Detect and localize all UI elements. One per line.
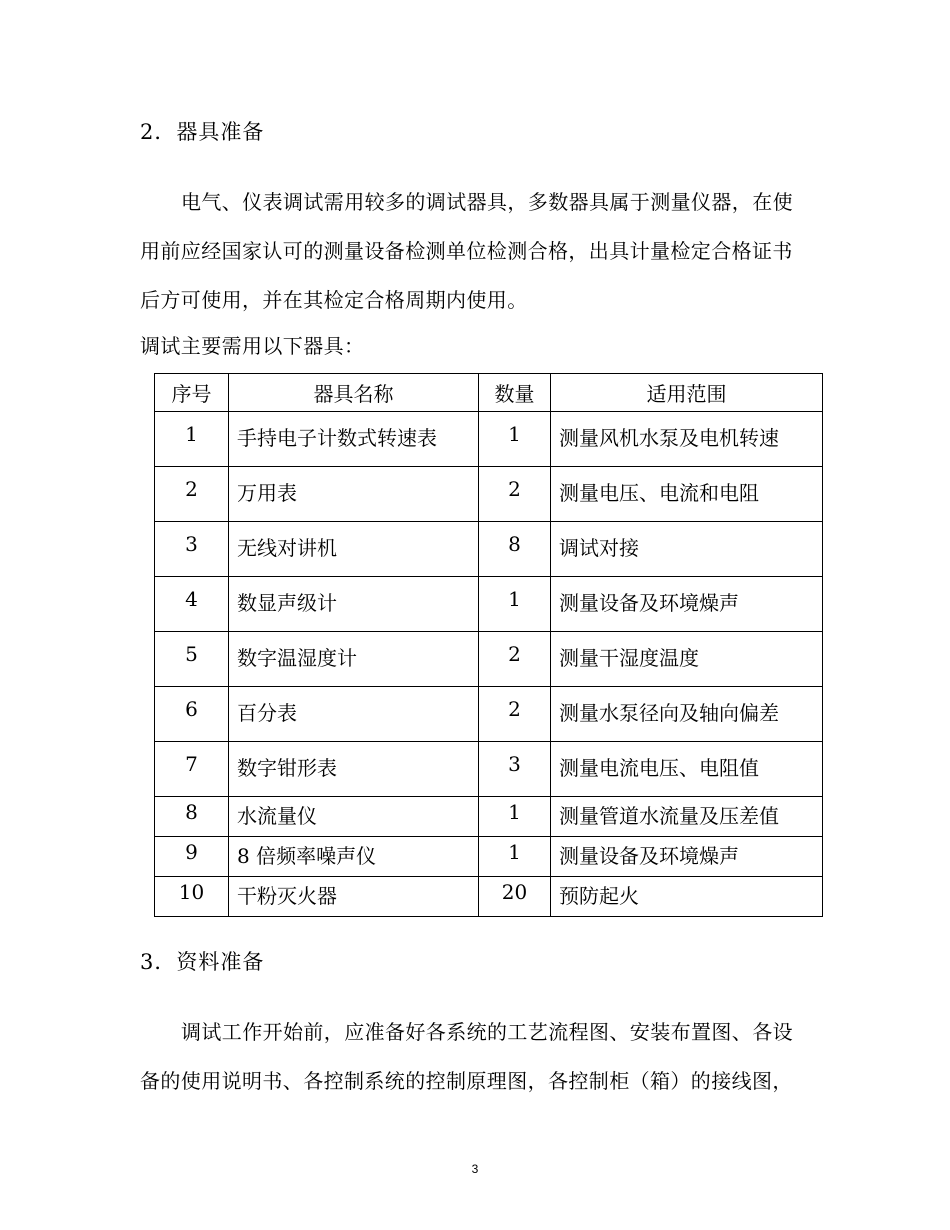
cell-qty: 1 — [508, 800, 521, 824]
cell-scope: 测量管道水流量及压差值 — [559, 804, 779, 828]
cell-qty: 8 — [508, 532, 521, 556]
paragraph-line: 备的使用说明书、各控制系统的控制原理图，各控制柜（箱）的接线图， — [140, 1069, 793, 1093]
cell-qty: 3 — [508, 752, 521, 776]
cell-qty: 1 — [508, 587, 521, 611]
cell-scope: 预防起火 — [559, 884, 639, 908]
cell-scope: 测量电压、电流和电阻 — [559, 481, 759, 505]
paragraph-line: 电气、仪表调试需用较多的调试器具，多数器具属于测量仪器，在使 — [181, 190, 793, 214]
table-intro-text: 调试主要需用以下器具： — [140, 334, 365, 358]
table-row — [155, 877, 823, 917]
header-no: 序号 — [155, 374, 229, 412]
table-row — [155, 632, 823, 687]
table-header-row — [155, 374, 823, 412]
cell-qty: 2 — [508, 477, 521, 501]
table-row — [155, 522, 823, 577]
tools-table — [154, 373, 823, 917]
section-heading-tools: 2．器具准备 — [140, 120, 265, 144]
cell-name: 手持电子计数式转速表 — [237, 426, 437, 450]
cell-scope: 测量水泵径向及轴向偏差 — [559, 701, 779, 725]
cell-no: 7 — [185, 752, 198, 776]
cell-scope: 测量设备及环境燥声 — [559, 844, 739, 868]
cell-name: 万用表 — [237, 481, 297, 505]
header-name: 器具名称 — [229, 374, 479, 412]
cell-scope: 测量电流电压、电阻值 — [559, 756, 759, 780]
documents-paragraph — [140, 1008, 840, 1106]
table-row — [155, 687, 823, 742]
paragraph-line: 后方可使用，并在其检定合格周期内使用。 — [140, 288, 528, 312]
cell-no: 1 — [185, 422, 198, 446]
cell-name: 无线对讲机 — [237, 536, 337, 560]
cell-name: 干粉灭火器 — [237, 884, 337, 908]
cell-no: 10 — [178, 880, 205, 904]
cell-scope: 调试对接 — [559, 536, 639, 560]
page-number: 3 — [471, 1162, 479, 1176]
table-row — [155, 797, 823, 837]
cell-name: 8 倍频率噪声仪 — [237, 844, 377, 868]
paragraph-line: 调试工作开始前，应准备好各系统的工艺流程图、安装布置图、各设 — [181, 1020, 793, 1044]
cell-no: 8 — [185, 800, 198, 824]
table-row — [155, 412, 823, 467]
cell-qty: 2 — [508, 697, 521, 721]
cell-qty: 2 — [508, 642, 521, 666]
cell-no: 6 — [185, 697, 198, 721]
cell-no: 9 — [185, 840, 198, 864]
paragraph-line: 用前应经国家认可的测量设备检测单位检测合格，出具计量检定合格证书 — [140, 239, 793, 263]
header-scope: 适用范围 — [551, 374, 823, 412]
table-row — [155, 467, 823, 522]
table-row — [155, 837, 823, 877]
cell-no: 4 — [185, 587, 198, 611]
cell-name: 数字温湿度计 — [237, 646, 357, 670]
cell-name: 数显声级计 — [237, 591, 337, 615]
tools-paragraph — [140, 178, 840, 325]
cell-scope: 测量风机水泵及电机转速 — [559, 426, 779, 450]
table-row — [155, 742, 823, 797]
cell-no: 5 — [185, 642, 198, 666]
cell-no: 2 — [185, 477, 198, 501]
table-row — [155, 577, 823, 632]
cell-scope: 测量干湿度温度 — [559, 646, 699, 670]
cell-qty: 20 — [501, 880, 528, 904]
cell-name: 百分表 — [237, 701, 297, 725]
cell-name: 数字钳形表 — [237, 756, 337, 780]
cell-qty: 1 — [508, 840, 521, 864]
cell-scope: 测量设备及环境燥声 — [559, 591, 739, 615]
section-heading-documents: 3．资料准备 — [140, 950, 265, 974]
cell-no: 3 — [185, 532, 198, 556]
cell-name: 水流量仪 — [237, 804, 317, 828]
header-qty: 数量 — [479, 374, 551, 412]
cell-qty: 1 — [508, 422, 521, 446]
